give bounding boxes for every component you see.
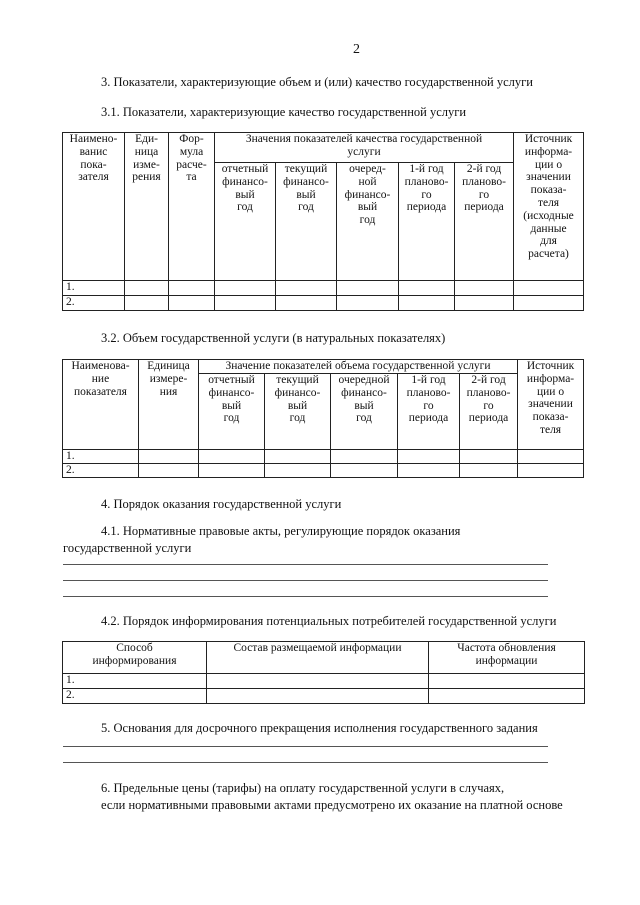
row-number: 2. — [63, 689, 207, 704]
col-current-year: текущий финансо- вый год — [265, 374, 331, 450]
fill-line — [63, 564, 548, 565]
fill-line — [63, 746, 548, 747]
table-row — [63, 674, 585, 689]
volume-indicators-table — [62, 359, 584, 478]
row-number: 2. — [63, 296, 125, 311]
section6-line2: если нормативными правовыми актами предусмотрено их оказание на платной основе — [101, 798, 563, 812]
section3-1-heading: 3.1. Показатели, характеризующие качество государственной услуги — [101, 105, 467, 119]
col-unit: Единица измере- ния — [139, 360, 199, 450]
section4-2-heading: 4.2. Порядок информирования потенциальных потребителей государственной услуги — [101, 614, 557, 628]
col-formula: Фор- мула расче- та — [169, 133, 215, 281]
col-method: Способ информирования — [63, 642, 207, 674]
col-next-year: очередной финансо- вый год — [331, 374, 398, 450]
col-reporting-year: отчетный финансо- вый год — [215, 163, 276, 281]
page-number: 2 — [353, 42, 360, 57]
table-row — [63, 464, 584, 478]
table-row — [63, 450, 584, 464]
col-plan-year-2: 2-й год планово- го периода — [455, 163, 514, 281]
fill-line — [63, 580, 548, 581]
section3-2-heading: 3.2. Объем государственной услуги (в натуральных показателях) — [101, 331, 446, 345]
section6-line1: 6. Предельные цены (тарифы) на оплату государственной услуги в случаях, — [101, 781, 505, 795]
section3-heading: 3. Показатели, характеризующие объем и (или) качество государственной услуги — [101, 75, 533, 89]
col-next-year: очеред- ной финансо- вый год — [337, 163, 399, 281]
col-current-year: текущий финансо- вый год — [276, 163, 337, 281]
table-row — [63, 296, 584, 311]
col-plan-year-1: 1-й год планово- го периода — [398, 374, 460, 450]
table-row — [63, 689, 585, 704]
quality-indicators-table — [62, 132, 584, 311]
col-source: Источник информа- ции о значении показа- теля (исходные данные для расчета) — [514, 133, 584, 281]
col-plan-year-2: 2-й год планово- го периода — [460, 374, 518, 450]
col-reporting-year: отчетный финансо- вый год — [199, 374, 265, 450]
row-number: 1. — [63, 450, 139, 464]
col-content: Состав размещаемой информации — [207, 642, 429, 674]
section5-heading: 5. Основания для досрочного прекращения исполнения государственного задания — [101, 721, 538, 735]
col-indicator-name: Наимено- ванис пока- зателя — [63, 133, 125, 281]
section4-heading: 4. Порядок оказания государственной услуги — [101, 497, 342, 511]
fill-line — [63, 762, 548, 763]
informing-table — [62, 641, 585, 704]
row-number: 1. — [63, 674, 207, 689]
quality-values-group-header: Значения показателей качества государственной услуги — [215, 133, 514, 163]
fill-line — [63, 596, 548, 597]
section4-1-line2: государственной услуги — [63, 541, 192, 555]
section4-1-line1: 4.1. Нормативные правовые акты, регулирующие порядок оказания — [101, 524, 461, 538]
col-source: Источник информа- ции о значении показа- теля — [518, 360, 584, 450]
table-row — [63, 281, 584, 296]
row-number: 1. — [63, 281, 125, 296]
col-unit: Еди- ница изме- рения — [125, 133, 169, 281]
col-frequency: Частота обновления информации — [429, 642, 585, 674]
col-plan-year-1: 1-й год планово- го периода — [399, 163, 455, 281]
col-indicator-name: Наименова- ние показателя — [63, 360, 139, 450]
volume-values-group-header: Значение показателей объема государственной услуги — [199, 360, 518, 374]
row-number: 2. — [63, 464, 139, 478]
